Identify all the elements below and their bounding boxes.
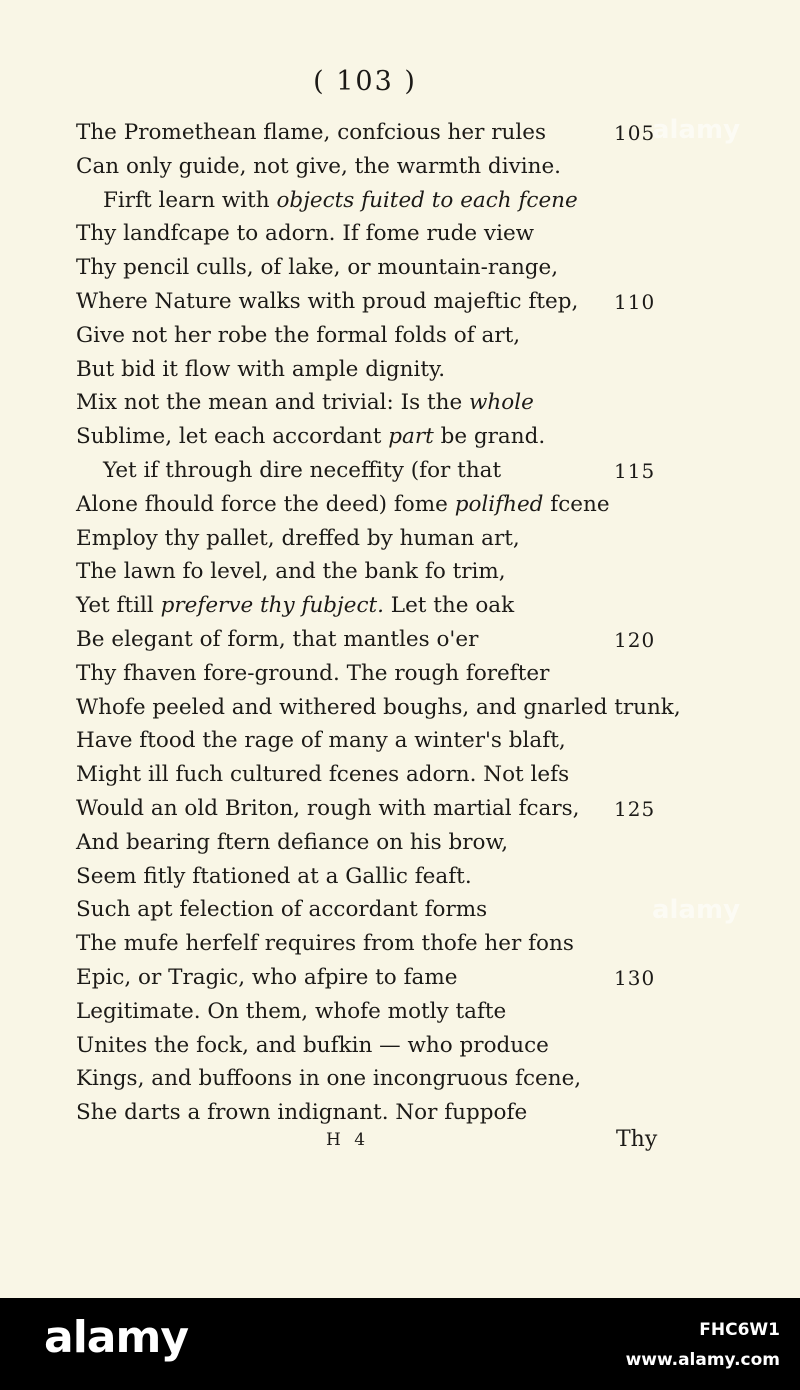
verse-text: Mix not the mean and trivial: Is the (76, 390, 470, 415)
watermark-logo: alamy (651, 115, 741, 145)
verse-text: Be elegant of form, that mantles o'er (76, 627, 479, 652)
line-number: 120 (614, 628, 656, 652)
verse-text: Thy pencil culls, of lake, or mountain-range, (76, 255, 559, 280)
verse-text: Employ thy pallet, dreffed by human art, (76, 526, 520, 551)
verse-text: Thy landfcape to adorn. If fome rude view (76, 221, 535, 246)
verse-text: Firft learn with (103, 188, 277, 213)
verse-text: The lawn fo level, and the bank fo trim, (76, 559, 506, 584)
verse-line (76, 862, 472, 892)
verse-line (76, 1098, 527, 1128)
verse-italic: polifhed (454, 492, 544, 517)
verse-text: But bid it flow with ample dignity. (76, 357, 446, 382)
verse-text: The Promethean flame, confcious her rules (76, 120, 546, 145)
verse-text: Let the oak (383, 593, 515, 618)
verse-text: Kings, and buffoons in one incongruous fcene, (76, 1066, 582, 1091)
verse-italic: part (388, 424, 434, 449)
verse-text: be grand. (433, 424, 546, 449)
verse-italic: objects fuited to each fcene (276, 188, 578, 213)
verse-text: Alone fhould force the deed) fome (76, 492, 455, 517)
verse-line (76, 659, 549, 689)
watermark-logo: alamy (651, 895, 741, 925)
verse-text: Legitimate. On them, whofe motly tafte (76, 999, 507, 1024)
verse-text: Give not her robe the formal folds of art, (76, 323, 521, 348)
verse-line (76, 253, 558, 283)
verse-text: Would an old Briton, rough with martial fcars, (76, 796, 580, 821)
line-number: 110 (614, 290, 656, 314)
verse-text: Such apt felection of accordant forms (76, 897, 488, 922)
site-url: www.alamy.com (625, 1350, 780, 1370)
verse-text: Thy fhaven fore-ground. The rough forefter (76, 661, 550, 686)
verse-line (76, 524, 520, 554)
verse-text: Where Nature walks with proud majeftic ftep, (76, 289, 579, 314)
signature-mark: H 4 (326, 1130, 370, 1150)
verse-text: Can only guide, not give, the warmth divine. (76, 154, 561, 179)
verse-line (103, 456, 501, 486)
verse-line (76, 828, 508, 858)
stock-footer-bar (0, 1298, 800, 1390)
verse-line (76, 1064, 581, 1094)
verse-line (76, 321, 520, 351)
verse-text: Might ill fuch cultured fcenes adorn. Not lefs (76, 762, 570, 787)
verse-text: Seem fitly ftationed at a Gallic feaft. (76, 864, 472, 889)
verse-line (76, 726, 566, 756)
verse-line (76, 929, 574, 959)
verse-line (76, 794, 579, 824)
verse-line (76, 287, 578, 317)
verse-line (76, 355, 445, 385)
line-number: 105 (614, 121, 656, 145)
image-id: FHC6W1 (699, 1320, 780, 1340)
verse-line (76, 388, 534, 418)
verse-line (76, 118, 546, 148)
verse-text: Yet if through dire neceffity (for that (103, 458, 502, 483)
verse-text: Whofe peeled and withered boughs, and gnarled trunk, (76, 695, 681, 720)
verse-line (76, 997, 506, 1027)
verse-line (76, 490, 610, 520)
verse-text: Epic, or Tragic, who afpire to fame (76, 965, 458, 990)
verse-line (76, 625, 478, 655)
verse-italic: whole (469, 390, 534, 415)
verse-line (76, 1031, 549, 1061)
verse-line (76, 895, 487, 925)
verse-line (76, 422, 545, 452)
verse-line (103, 186, 578, 216)
verse-line (76, 760, 569, 790)
verse-line (76, 591, 514, 621)
verse-text: She darts a frown indignant. Nor fuppofe (76, 1100, 528, 1125)
verse-text: And bearing ftern defiance on his brow, (76, 830, 509, 855)
verse-text: Sublime, let each accordant (76, 424, 389, 449)
line-number: 115 (614, 459, 656, 483)
verse-text: Have ftood the rage of many a winter's blaft, (76, 728, 566, 753)
verse-text: The mufe herfelf requires from thofe her fons (76, 931, 574, 956)
verse-text: Yet ftill (76, 593, 161, 618)
catchword: Thy (616, 1127, 658, 1152)
line-number: 130 (614, 966, 656, 990)
page-number: ( 103 ) (313, 66, 417, 97)
alamy-logo: alamy (44, 1312, 188, 1363)
verse-italic: preferve thy fubject. (160, 593, 384, 618)
verse-line (76, 152, 561, 182)
verse-line (76, 557, 506, 587)
verse-text: Unites the fock, and bufkin — who produce (76, 1033, 549, 1058)
verse-text: fcene (543, 492, 610, 517)
verse-line (76, 963, 457, 993)
line-number: 125 (614, 797, 656, 821)
verse-line (76, 219, 534, 249)
verse-line (76, 693, 681, 723)
